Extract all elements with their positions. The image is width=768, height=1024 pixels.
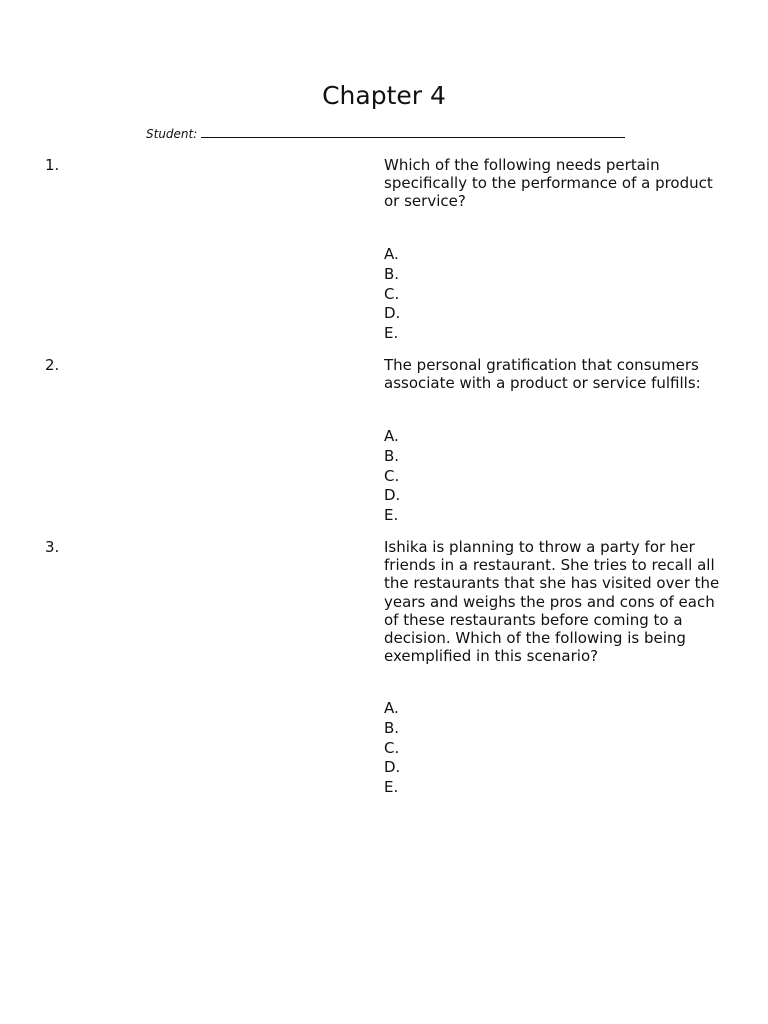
choice-d[interactable]: D. [384, 758, 401, 777]
page-title: Chapter 4 [322, 81, 446, 110]
choice-c[interactable]: C. [384, 466, 400, 485]
question-number: 1. [45, 156, 60, 174]
choice-d[interactable]: D. [384, 486, 401, 505]
choice-d[interactable]: D. [384, 304, 401, 323]
choice-a[interactable]: A. [384, 245, 399, 263]
choice-a[interactable]: A. [384, 427, 399, 445]
choice-b[interactable]: B. [384, 718, 400, 737]
question-text: Which of the following needs pertain specifically to the performance of a product or service? [384, 156, 713, 211]
choice-b[interactable]: B. [384, 264, 400, 283]
choice-b[interactable]: B. [384, 446, 400, 465]
question-text: Ishika is planning to throw a party for her friends in a restaurant. She tries to recall all the restaurants that she has visited over the years and weighs the pros and cons of each of these restaurants before coming to a decision. Which of the following is being exemplified in this scenario? [384, 538, 720, 666]
student-name-field[interactable] [146, 124, 625, 142]
choice-a[interactable]: A. [384, 699, 399, 717]
choice-e[interactable]: E. [384, 506, 399, 525]
choice-e[interactable]: E. [384, 778, 399, 797]
answer-choices [384, 427, 400, 526]
answer-choices [384, 245, 400, 344]
question-text: The personal gratification that consumers associate with a product or service fulfills: [384, 356, 701, 393]
student-name-line[interactable] [201, 124, 625, 138]
question-number: 2. [45, 356, 60, 374]
choice-c[interactable]: C. [384, 738, 400, 757]
student-label: Student: [146, 127, 198, 141]
answer-choices [384, 699, 400, 798]
question-number: 3. [45, 538, 60, 556]
choice-c[interactable]: C. [384, 284, 400, 303]
choice-e[interactable]: E. [384, 324, 399, 343]
